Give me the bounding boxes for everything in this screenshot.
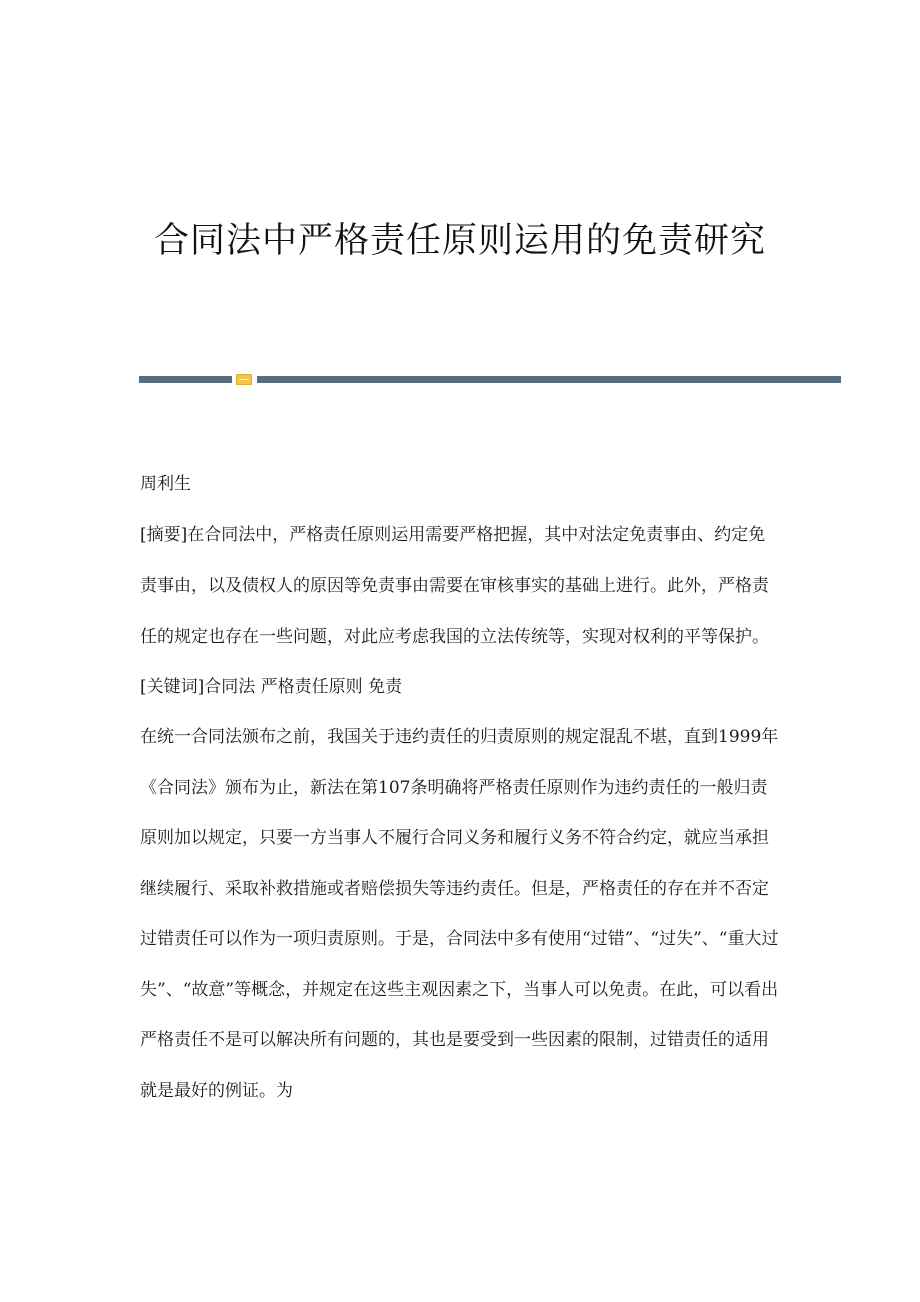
document-title: 合同法中严格责任原则运用的免责研究 — [153, 221, 766, 261]
document-body — [140, 466, 780, 1130]
title-divider-right — [257, 376, 841, 383]
keywords-line: [关键词]合同法 严格责任原则 免责 — [140, 677, 403, 697]
title-divider-left — [139, 376, 232, 383]
author: 周利生 — [140, 474, 191, 494]
divider-ornament-icon — [236, 374, 252, 385]
abstract-paragraph: [摘要]在合同法中，严格责任原则运用需要严格把握，其中对法定免责事由、约定免责事由，以及债权人的原因等免责事由需要在审核事实的基础上进行。此外，严格责任的规定也存在一些问题，对此应考虑我国的立法传统等，实现对权利的平等保护。 — [140, 525, 769, 647]
body-paragraph: 在统一合同法颁布之前，我国关于违约责任的归责原则的规定混乱不堪，直到1999年《合同法》颁布为止，新法在第107条明确将严格责任原则作为违约责任的一般归责原则加以规定，只要一方当事人不履行合同义务和履行义务不符合约定，就应当承担继续履行、采取补救措施或者赔偿损失等违约责任。但是，严格责任的存在并不否定过错责任可以作为一项归责原则。于是，合同法中多有使用“过错”、“过失”、“重大过失”、“故意”等概念，并规定在这些主观因素之下，当事人可以免责。在此，可以看出严格责任不是可以解决所有问题的，其也是要受到一些因素的限制，过错责任的适用就是最好的例证。为 — [140, 727, 779, 1101]
